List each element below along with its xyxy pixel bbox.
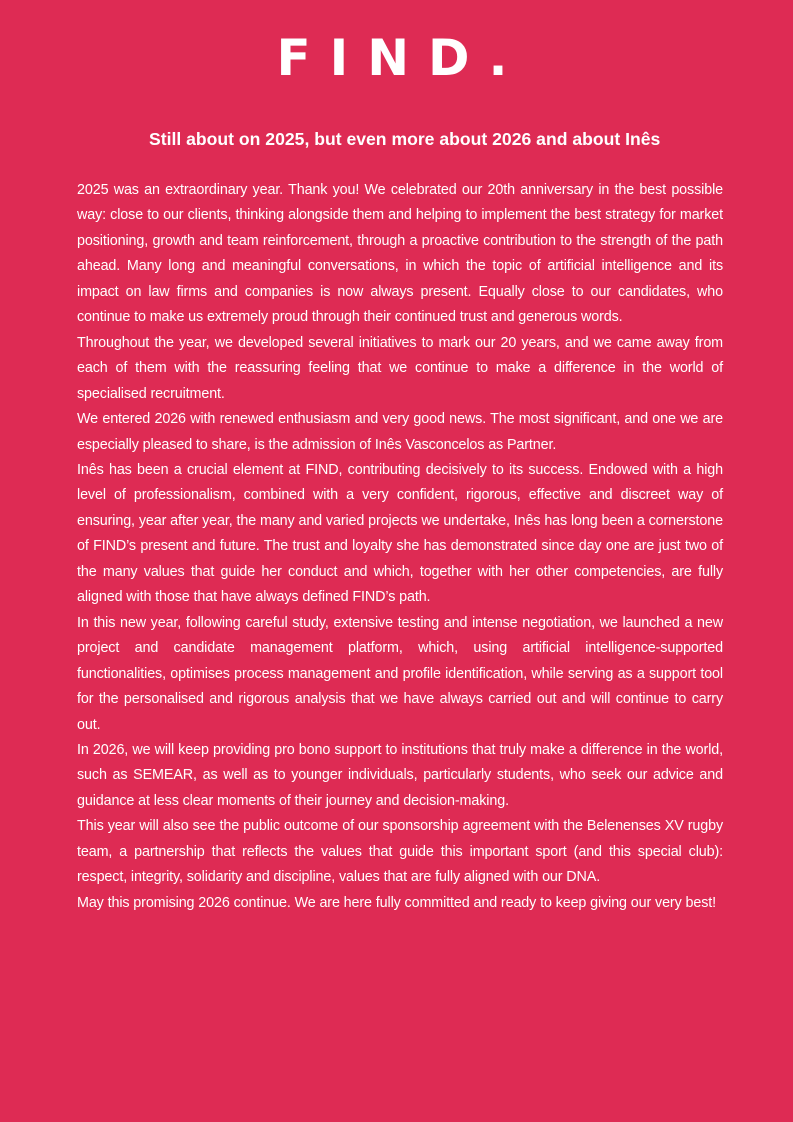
paragraph-anniversary: 2025 was an extraordinary year. Thank you! We celebrated our 20th anniversary in the best possible way: close to our clients, thinking alongside them and helping to implement the best strategy for market positioning, growth and team reinforcement, through a proactive contribution to the strength of the path ahead. Many long and meaningful conversations, in which the topic of artificial intelligence and its impact on law firms and companies is now always present. Equally close to our candidates, who continue to make us extremely proud through their continued trust and generous words. [77,182,723,326]
paragraph-initiatives: Throughout the year, we developed several initiatives to mark our 20 years, and we came away from each of them with the reassuring feeling that we continue to make a difference in the world of specialised recruitment. [77,334,723,402]
paragraph-closing: May this promising 2026 continue. We are here fully committed and ready to keep giving our very best! [77,894,716,911]
article-body [77,178,723,916]
paragraph-platform: In this new year, following careful study, extensive testing and intense negotiation, we launched a new project and candidate management platform, which, using artificial intelligence-supported functionalities, optimises process management and profile identification, while serving as a support tool for the personalised and rigorous analysis that we have always carried out and will continue to carry out. [77,614,723,733]
paragraph-partner-news: We entered 2026 with renewed enthusiasm and very good news. The most significant, and one we are especially pleased to share, is the admission of Inês Vasconcelos as Partner. [77,411,723,453]
paragraph-ines-profile: Inês has been a crucial element at FIND, contributing decisively to its success. Endowed with a high level of professionalism, combined with a very confident, rigorous, effective and discreet way of ensuring, year after year, the many and varied projects we undertake, Inês has long been a cornerstone of FIND’s present and future. The trust and loyalty she has demonstrated since day one are just two of the many values that guide her conduct and which, together with her other competencies, are fully aligned with those that have always defined FIND’s path. [77,461,723,606]
find-logo: FIND. [276,29,527,87]
paragraph-pro-bono: In 2026, we will keep providing pro bono support to institutions that truly make a difference in the world, such as SEMEAR, as well as to younger individuals, particularly students, who seek our advice and guidance at less clear moments of their journey and decision-making. [77,741,723,809]
paragraph-sponsorship: This year will also see the public outcome of our sponsorship agreement with the Belenenses XV rugby team, a partnership that reflects the values that guide this important sport (and this special club): respect, integrity, solidarity and discipline, values that are fully aligned with our DNA. [77,818,723,886]
article-title: Still about on 2025, but even more about 2026 and about Inês [149,129,661,149]
